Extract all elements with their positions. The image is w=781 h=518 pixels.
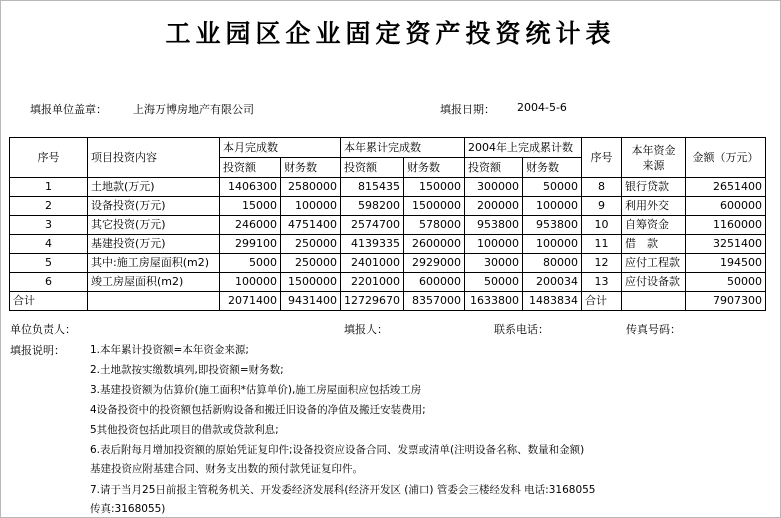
table-row — [10, 254, 766, 273]
cell-seq: 2 — [10, 197, 88, 216]
table-row — [10, 273, 766, 292]
cell-year-inv: 2574700 — [341, 216, 404, 235]
note-item: 6.表后附每月增加投资额的原始凭证复印件;设备投资应设备合同、发票或清单(注明设备名称、数量和金额) — [90, 444, 585, 456]
cell-source: 自筹资金 — [622, 216, 686, 235]
fax-label: 传真号码： — [626, 323, 681, 336]
cell-source: 应付工程款 — [622, 254, 686, 273]
cell-month-fin: 2580000 — [281, 178, 341, 197]
cell-month-inv: 100000 — [220, 273, 281, 292]
cell-year-fin: 150000 — [404, 178, 465, 197]
cell-month-inv: 15000 — [220, 197, 281, 216]
cell-seq: 4 — [10, 235, 88, 254]
cell-seq2: 12 — [582, 254, 622, 273]
total-month-fin: 9431400 — [281, 292, 341, 311]
cell-prev-fin: 80000 — [523, 254, 582, 273]
cell-item: 设备投资(万元) — [88, 197, 220, 216]
cell-amount: 50000 — [686, 273, 766, 292]
cell-seq: 6 — [10, 273, 88, 292]
total-label: 合计 — [10, 292, 88, 311]
cell-source: 银行贷款 — [622, 178, 686, 197]
cell-seq2: 13 — [582, 273, 622, 292]
total-source-empty — [622, 292, 686, 311]
total-item-empty — [88, 292, 220, 311]
header-seq: 序号 — [10, 138, 88, 178]
total-seq2-label: 合计 — [582, 292, 622, 311]
cell-month-fin: 100000 — [281, 197, 341, 216]
unit-label: 填报单位盖章： — [30, 103, 107, 116]
cell-prev-fin: 100000 — [523, 197, 582, 216]
note-item: 2.土地款按实缴数填列,即投资额=财务数; — [90, 364, 284, 376]
cell-item: 土地款(万元) — [88, 178, 220, 197]
notes-label: 填报说明： — [10, 344, 65, 357]
cell-seq2: 9 — [582, 197, 622, 216]
cell-prev-inv: 50000 — [465, 273, 523, 292]
header-item: 项目投资内容 — [88, 138, 220, 178]
header-year-inv: 投资额 — [341, 158, 404, 178]
header-prev-fin: 财务数 — [523, 158, 582, 178]
header-year-fin: 财务数 — [404, 158, 465, 178]
cell-amount: 2651400 — [686, 178, 766, 197]
cell-prev-fin: 953800 — [523, 216, 582, 235]
cell-year-inv: 4139335 — [341, 235, 404, 254]
cell-amount: 3251400 — [686, 235, 766, 254]
cell-amount: 600000 — [686, 197, 766, 216]
note-item: 1.本年累计投资额=本年资金来源; — [90, 344, 249, 356]
total-row — [10, 292, 766, 311]
cell-seq: 5 — [10, 254, 88, 273]
header-month-inv: 投资额 — [220, 158, 281, 178]
cell-month-fin: 250000 — [281, 254, 341, 273]
total-month-inv: 2071400 — [220, 292, 281, 311]
header-month: 本月完成数 — [220, 138, 341, 158]
header-amount: 金额（万元） — [686, 138, 766, 178]
header-prev-inv: 投资额 — [465, 158, 523, 178]
cell-seq: 3 — [10, 216, 88, 235]
table-row — [10, 235, 766, 254]
note-item: 传真:3168055) — [90, 503, 166, 515]
cell-source: 利用外交 — [622, 197, 686, 216]
cell-prev-inv: 30000 — [465, 254, 523, 273]
cell-prev-fin: 200034 — [523, 273, 582, 292]
cell-year-fin: 2929000 — [404, 254, 465, 273]
cell-year-fin: 1500000 — [404, 197, 465, 216]
date-label: 填报日期： — [440, 103, 495, 116]
cell-year-inv: 815435 — [341, 178, 404, 197]
header-source-line1: 本年资金 — [631, 143, 676, 157]
cell-year-inv: 2201000 — [341, 273, 404, 292]
leader-label: 单位负责人： — [10, 323, 76, 336]
table-row — [10, 178, 766, 197]
total-amount: 7907300 — [686, 292, 766, 311]
cell-seq2: 11 — [582, 235, 622, 254]
cell-month-fin: 4751400 — [281, 216, 341, 235]
date-value: 2004-5-6 — [517, 101, 567, 114]
cell-prev-fin: 50000 — [523, 178, 582, 197]
cell-prev-fin: 100000 — [523, 235, 582, 254]
cell-item: 其它投资(万元) — [88, 216, 220, 235]
note-item: 3.基建投资额为估算价(施工面积*估算单价),施工房屋面积应包括竣工房 — [90, 384, 422, 396]
cell-item: 其中:施工房屋面积(m2) — [88, 254, 220, 273]
cell-month-inv: 246000 — [220, 216, 281, 235]
cell-source: 借 款 — [622, 235, 686, 254]
cell-item: 基建投资(万元) — [88, 235, 220, 254]
header-source — [622, 138, 686, 178]
note-item: 5其他投资包括此项目的借款或贷款利息; — [90, 424, 279, 436]
cell-amount: 1160000 — [686, 216, 766, 235]
cell-seq2: 10 — [582, 216, 622, 235]
cell-month-fin: 1500000 — [281, 273, 341, 292]
cell-prev-inv: 200000 — [465, 197, 523, 216]
cell-seq2: 8 — [582, 178, 622, 197]
cell-year-inv: 598200 — [341, 197, 404, 216]
total-year-fin: 8357000 — [404, 292, 465, 311]
header-source-line2: 来源 — [642, 158, 665, 172]
page-title: 工业园区企业固定资产投资统计表 — [165, 19, 616, 48]
cell-month-inv: 299100 — [220, 235, 281, 254]
header-month-fin: 财务数 — [281, 158, 341, 178]
investment-table — [9, 137, 766, 311]
table-row — [10, 197, 766, 216]
cell-year-inv: 2401000 — [341, 254, 404, 273]
cell-year-fin: 578000 — [404, 216, 465, 235]
header-prev: 2004年上完成累计数 — [465, 138, 582, 158]
cell-source: 应付设备款 — [622, 273, 686, 292]
cell-prev-inv: 300000 — [465, 178, 523, 197]
total-prev-inv: 1633800 — [465, 292, 523, 311]
cell-prev-inv: 953800 — [465, 216, 523, 235]
cell-year-fin: 600000 — [404, 273, 465, 292]
note-item: 基建投资应附基建合同、财务支出数的预付款凭证复印件。 — [90, 463, 363, 475]
cell-month-inv: 1406300 — [220, 178, 281, 197]
cell-amount: 194500 — [686, 254, 766, 273]
filler-label: 填报人： — [344, 323, 388, 336]
cell-month-inv: 5000 — [220, 254, 281, 273]
cell-year-fin: 2600000 — [404, 235, 465, 254]
total-prev-fin: 1483834 — [523, 292, 582, 311]
header-year: 本年累计完成数 — [341, 138, 465, 158]
header-seq2: 序号 — [582, 138, 622, 178]
note-item: 7.请于当月25日前报主管税务机关、开发委经济发展科(经济开发区 (浦口) 管委会三楼经发科 电话:3168055 — [90, 484, 596, 496]
cell-seq: 1 — [10, 178, 88, 197]
phone-label: 联系电话： — [494, 323, 549, 336]
cell-item: 竣工房屋面积(m2) — [88, 273, 220, 292]
total-year-inv: 12729670 — [341, 292, 404, 311]
cell-prev-inv: 100000 — [465, 235, 523, 254]
cell-month-fin: 250000 — [281, 235, 341, 254]
table-row — [10, 216, 766, 235]
note-item: 4设备投资中的投资额包括新购设备和搬迁旧设备的净值及搬迁安装费用; — [90, 404, 426, 416]
unit-value: 上海万博房地产有限公司 — [133, 103, 254, 116]
